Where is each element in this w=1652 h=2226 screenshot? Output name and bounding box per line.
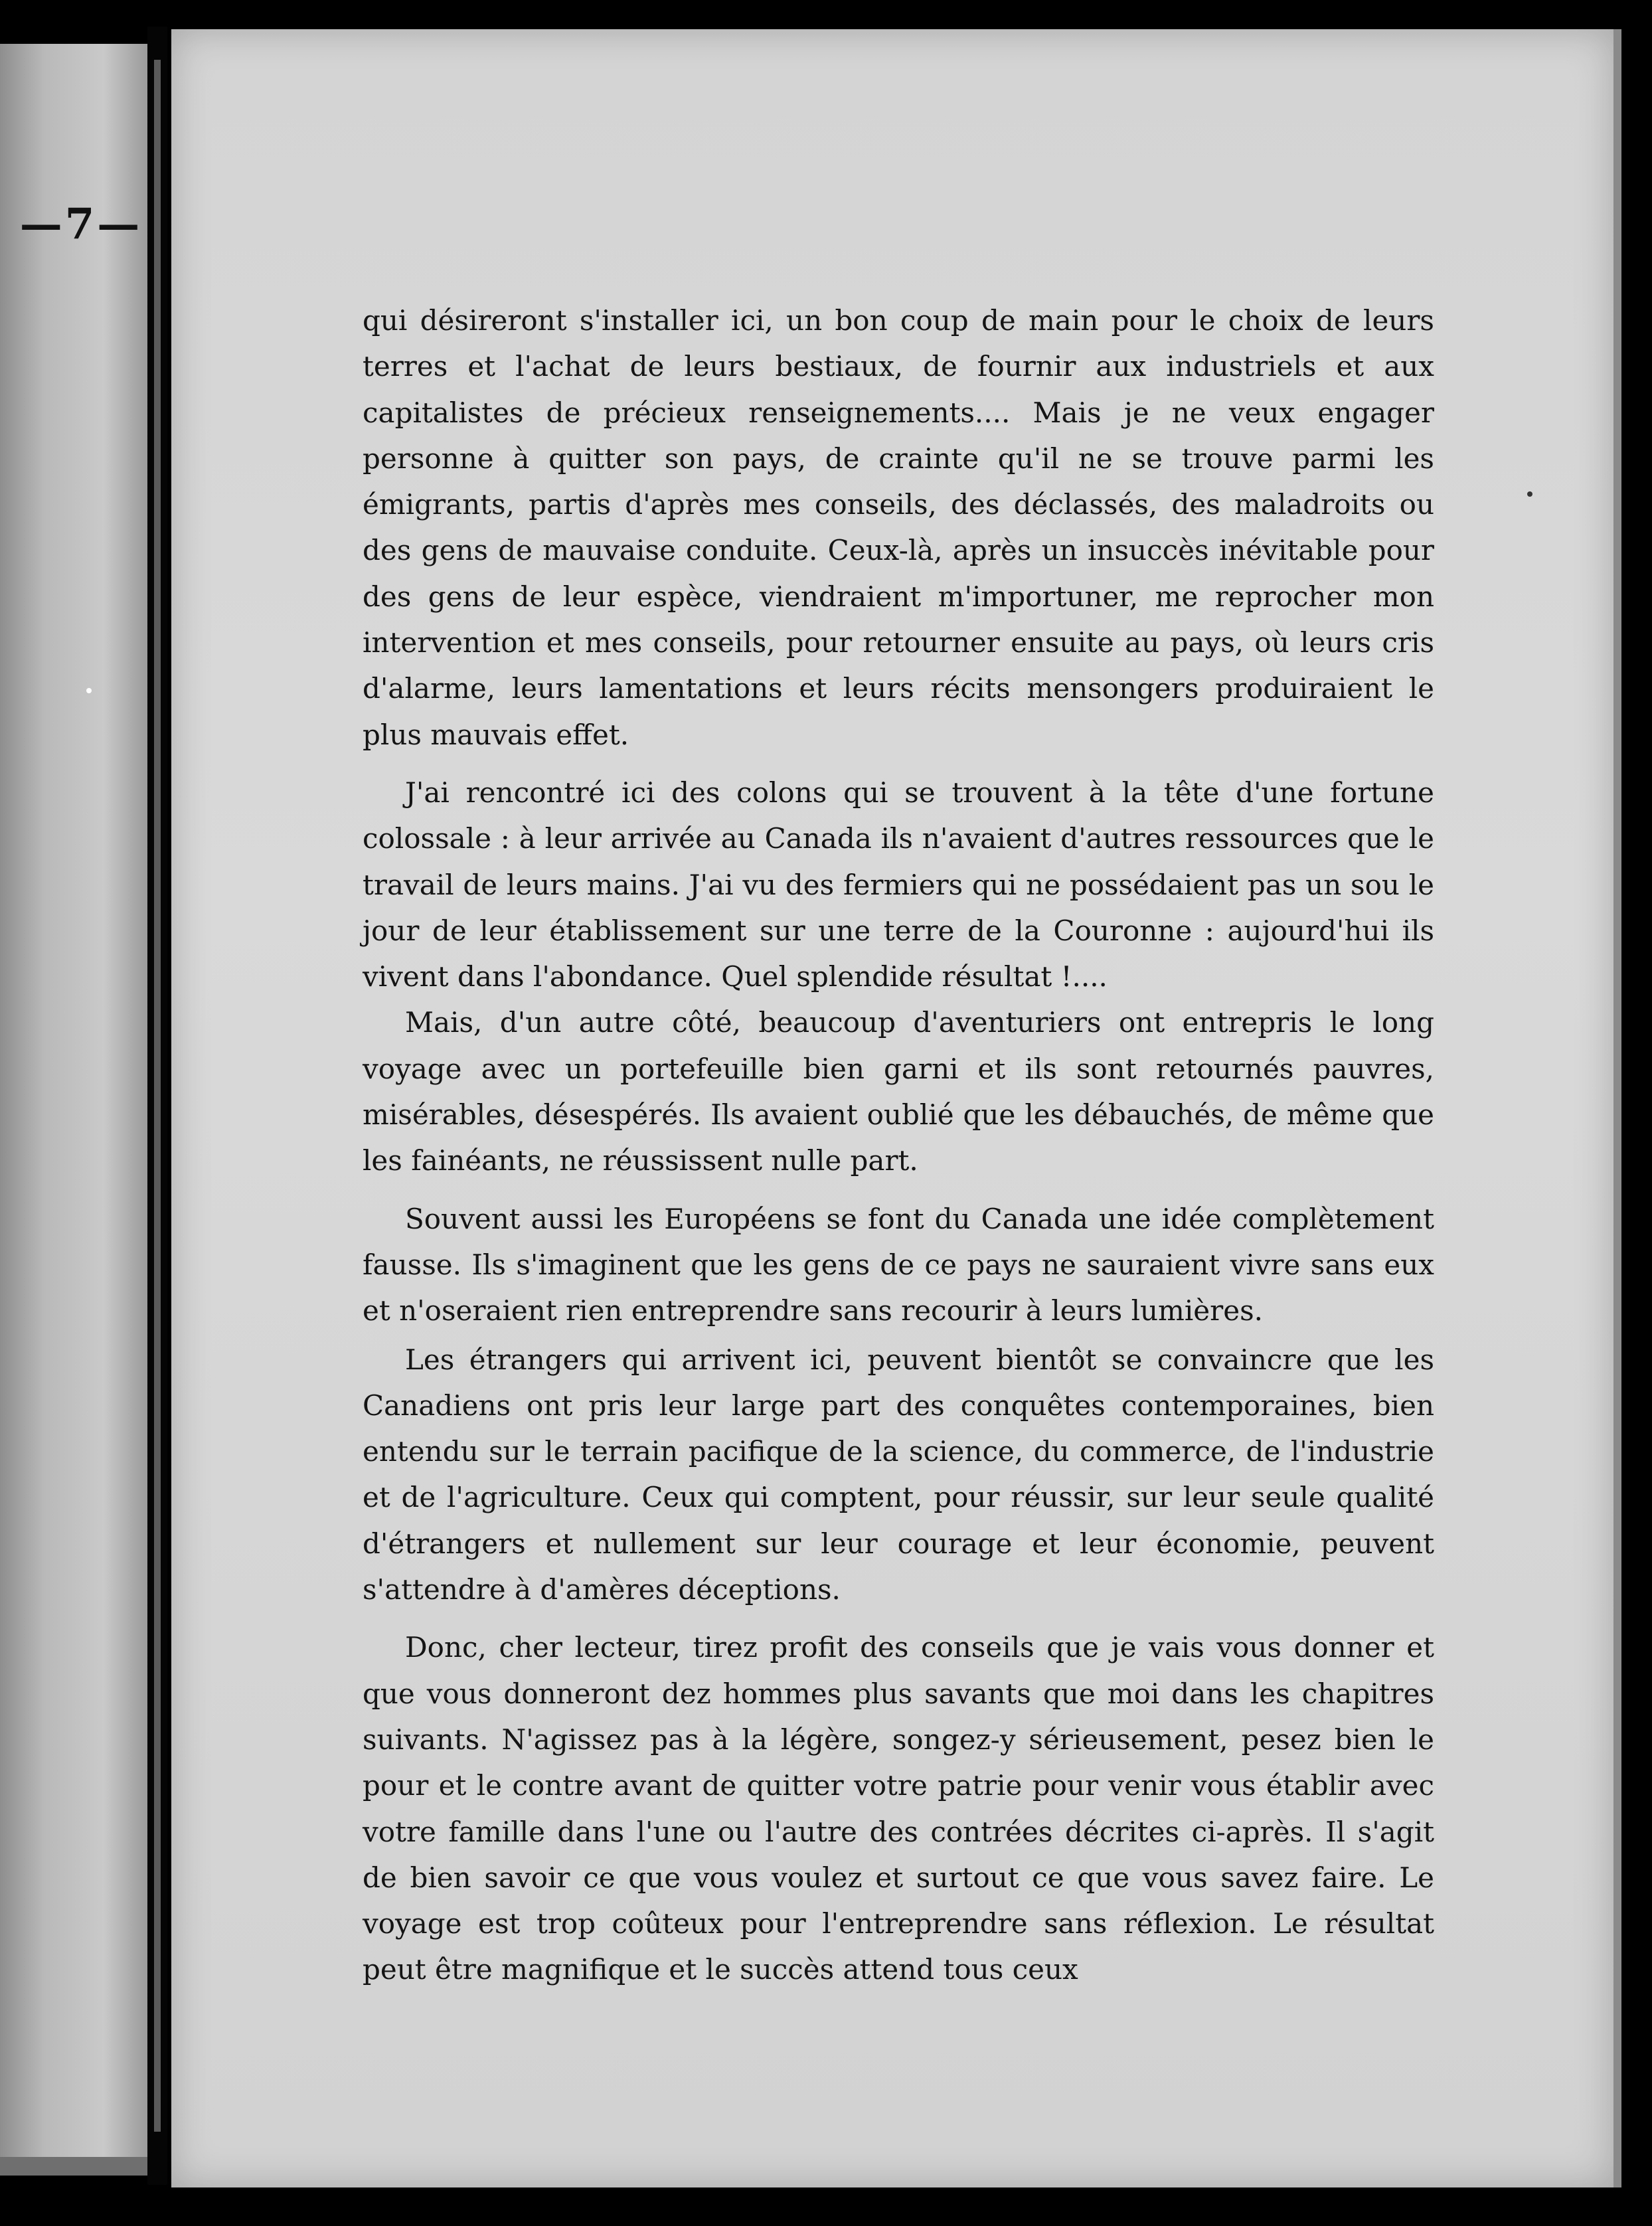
body-text xyxy=(363,298,1434,1993)
scan-speck xyxy=(1527,491,1532,497)
page-number: —7— xyxy=(19,199,143,249)
paragraph: Mais, d'un autre côté, beaucoup d'aventuriers ont entrepris le long voyage avec un portefeuille bien garni et ils sont retournés pauvres, misérables, désespérés. Ils avaient oublié que les débauchés, de même que les fainéants, ne réussissent nulle part. xyxy=(363,1006,1434,1177)
left-page-fragment xyxy=(0,44,147,2157)
paragraph: qui désireront s'installer ici, un bon coup de main pour le choix de leurs terres et l'achat de leurs bestiaux, de fournir aux industriels et aux capitalistes de précieux renseignements.... Mais je ne veux engager personne à quitter son pays, de crainte qu'il ne se trouve parmi les émigrants, partis d'après mes conseils, des déclassés, des maladroits ou des gens de mauvaise conduite. Ceux-là, après un insuccès inévitable pour des gens de leur espèce, viendraient m'importuner, me reprocher mon intervention et mes conseils, pour retourner ensuite au pays, où leurs cris d'alarme, leurs lamentations et leurs récits mensongers produiraient le plus mauvais effet. xyxy=(363,304,1434,751)
left-page-bottom-edge xyxy=(0,2157,147,2176)
page-right-edge xyxy=(1613,29,1621,2187)
gutter-binding-strip xyxy=(154,60,161,2132)
paragraph: Souvent aussi les Européens se font du Canada une idée complètement fausse. Ils s'imaginent que les gens de ce pays ne sauraient vivre sans eux et n'oseraient rien entreprendre sans recourir à leurs lumières. xyxy=(363,1202,1434,1327)
paragraph: Les étrangers qui arrivent ici, peuvent bientôt se convaincre que les Canadiens ont pris leur large part des conquêtes contemporaines, bien entendu sur le terrain pacifique de la science, du commerce, de l'industrie et de l'agriculture. Ceux qui comptent, pour réussir, sur leur seule qualité d'étrangers et nullement sur leur courage et leur économie, peuvent s'attendre à d'amères déceptions. xyxy=(363,1343,1434,1606)
paragraph: J'ai rencontré ici des colons qui se trouvent à la tête d'une fortune colossale : à leur arrivée au Canada ils n'avaient d'autres ressources que le travail de leurs mains. J'ai vu des fermiers qui ne possédaient pas un sou le jour de leur établissement sur une terre de la Couronne : aujourd'hui ils vivent dans l'abondance. Quel splendide résultat !.... xyxy=(363,776,1434,993)
paragraph: Donc, cher lecteur, tirez profit des conseils que je vais vous donner et que vous donneront dez hommes plus savants que moi dans les chapitres suivants. N'agissez pas à la légère, songez-y sérieusement, pesez bien le pour et le contre avant de quitter votre patrie pour venir vous établir avec votre famille dans l'une ou l'autre des contrées décrites ci-après. Il s'agit de bien savoir ce que vous voulez et surtout ce que vous savez faire. Le voyage est trop coûteux pour l'entreprendre sans réflexion. Le résultat peut être magnifique et le succès attend tous ceux xyxy=(363,1631,1434,1986)
scan-speck xyxy=(86,688,92,693)
